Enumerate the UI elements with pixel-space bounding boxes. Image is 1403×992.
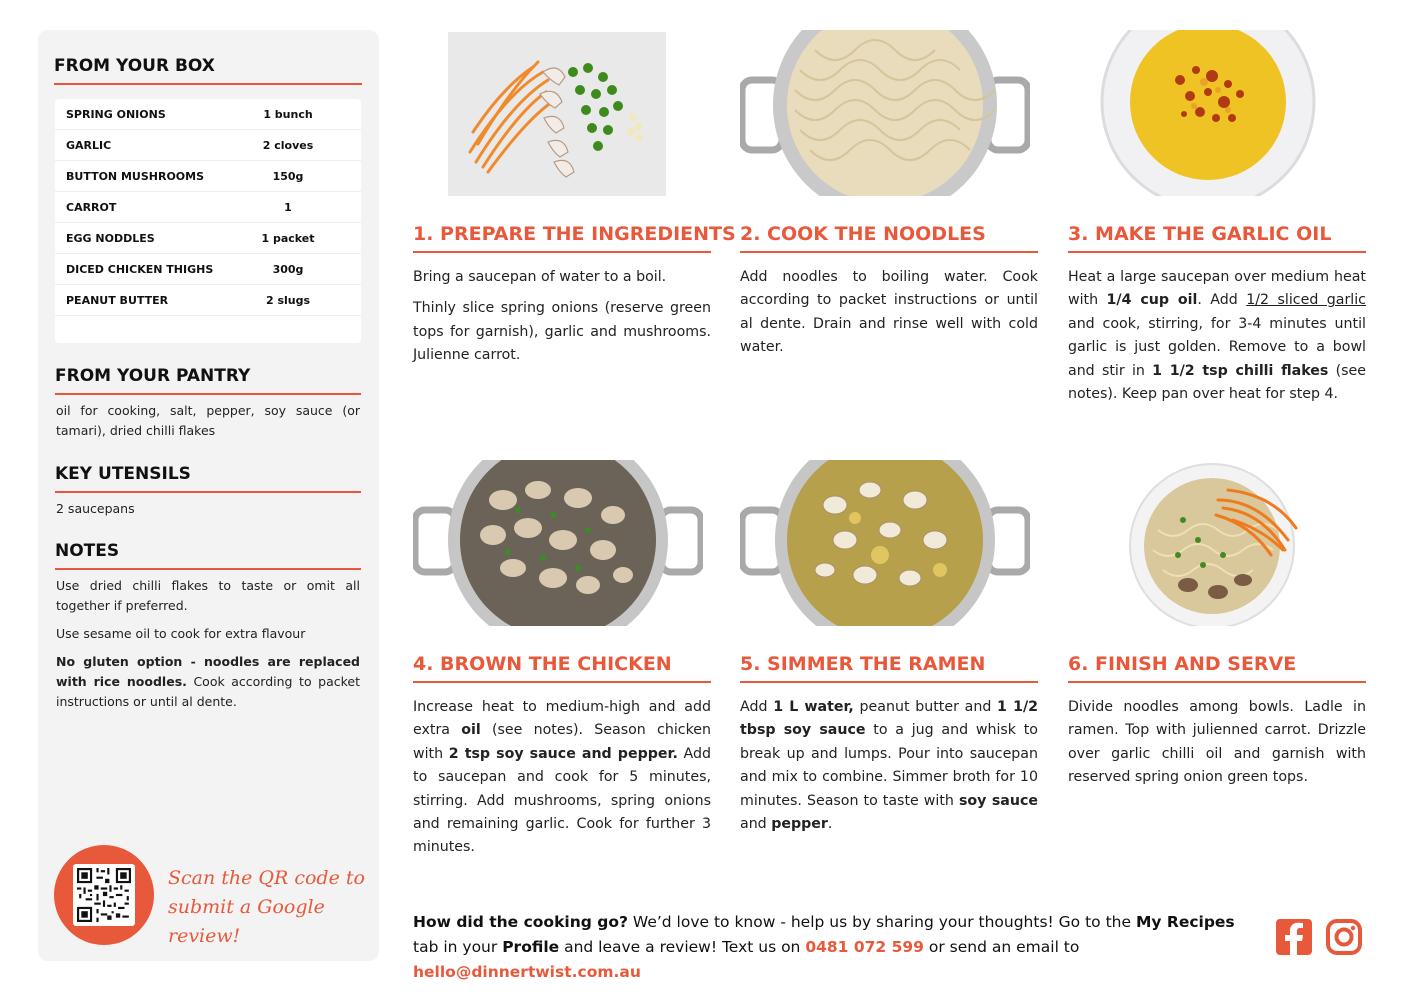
ingredient-name: SPRING ONIONS bbox=[66, 107, 166, 121]
table-row bbox=[55, 130, 361, 161]
ingredient-qty: 2 slugs bbox=[265, 293, 311, 307]
text: to a jug and whisk to break up and lumps. Pour into saucepan and mix to combine. Simmer broth for 10 minutes. Season to taste with bbox=[740, 722, 1038, 809]
qr-caption bbox=[168, 864, 368, 951]
bold-text: pepper bbox=[771, 816, 828, 833]
ingredient-qty: 1 bbox=[284, 200, 292, 214]
note-3-rest: Cook according to packet instructions or until al dente. bbox=[56, 674, 360, 709]
key-utensils-heading: KEY UTENSILS bbox=[55, 464, 361, 493]
photo-simmer-ramen bbox=[740, 460, 1030, 626]
text: Heat a large saucepan over medium heat with bbox=[1068, 269, 1366, 309]
footer-text: tab in your bbox=[413, 938, 503, 956]
bold-text: 1/4 cup oil bbox=[1106, 292, 1198, 309]
phone-link[interactable]: 0481 072 599 bbox=[805, 938, 924, 956]
bold-text: soy sauce bbox=[958, 792, 1039, 809]
step-1-para-1: Bring a saucepan of water to a boil. bbox=[413, 269, 667, 285]
ingredient-name: GARLIC bbox=[66, 138, 112, 152]
step-2-body bbox=[740, 266, 1038, 368]
step-2-para-1: Add noodles to boiling water. Cook according to packet instructions or until al dente. Drain and rinse well with cold water. bbox=[740, 269, 1038, 356]
qr-caption-line-1: Scan the QR code to bbox=[168, 867, 365, 889]
text: (see notes). Season chicken with bbox=[413, 722, 711, 762]
feedback-footer bbox=[413, 910, 1263, 985]
step-4-title: 4. BROWN THE CHICKEN bbox=[413, 653, 711, 683]
table-row bbox=[55, 285, 361, 316]
from-your-box-heading: FROM YOUR BOX bbox=[54, 56, 362, 85]
step-3-body bbox=[1068, 266, 1366, 414]
text: . bbox=[827, 816, 833, 833]
photo-cook-noodles bbox=[740, 30, 1030, 196]
step-1-body bbox=[413, 266, 711, 376]
pantry-text: oil for cooking, salt, pepper, soy sauce (or tamari), dried chilli flakes bbox=[56, 403, 360, 438]
bold-text: 1 1/2 tbsp soy sauce bbox=[740, 699, 1038, 739]
email-link[interactable]: hello@dinnertwist.com.au bbox=[413, 963, 641, 981]
text: Increase heat to medium-high and add extra bbox=[413, 699, 711, 739]
ingredients-table bbox=[55, 99, 361, 343]
step-3-para bbox=[1068, 266, 1366, 406]
notes-heading: NOTES bbox=[55, 541, 361, 570]
ingredient-name: EGG NODDLES bbox=[66, 231, 155, 245]
ramen-bowl-illustration bbox=[1128, 460, 1308, 626]
footer-text: and leave a review! Text us on bbox=[559, 938, 806, 956]
photo-garlic-oil bbox=[1100, 30, 1320, 196]
table-row bbox=[55, 99, 361, 130]
qr-badge[interactable] bbox=[54, 845, 154, 945]
qr-caption-line-2: submit a Google review! bbox=[168, 896, 325, 947]
bold-text: 1 L water, bbox=[773, 699, 854, 715]
instagram-icon[interactable] bbox=[1325, 918, 1363, 956]
step-4-para bbox=[413, 696, 711, 860]
ingredient-name: CARROT bbox=[66, 200, 117, 214]
ingredient-qty: 1 packet bbox=[261, 231, 315, 245]
text: and bbox=[740, 816, 772, 833]
step-4-body bbox=[413, 696, 711, 868]
step-5-para bbox=[740, 696, 1038, 836]
ingredient-name: DICED CHICKEN THIGHS bbox=[66, 262, 214, 276]
photo-prepare-ingredients bbox=[448, 32, 666, 196]
table-row bbox=[55, 223, 361, 254]
notes-text bbox=[56, 576, 360, 720]
photo-finish-serve bbox=[1128, 460, 1308, 626]
step-5-body bbox=[740, 696, 1038, 844]
step-1-title: 1. PREPARE THE INGREDIENTS bbox=[413, 223, 711, 253]
text: Add bbox=[740, 699, 774, 715]
facebook-icon[interactable] bbox=[1275, 918, 1313, 956]
qr-code-icon[interactable] bbox=[73, 864, 135, 926]
colander-illustration bbox=[740, 30, 1030, 196]
utensils-text: 2 saucepans bbox=[56, 501, 135, 516]
text: and cook, stirring, for 3-4 minutes until garlic is just golden. Remove to a bowl and stir in bbox=[1068, 315, 1366, 379]
step-5-title: 5. SIMMER THE RAMEN bbox=[740, 653, 1038, 683]
bold-text: 1 1/2 tsp chilli flakes bbox=[1152, 362, 1329, 379]
step-3-title: 3. MAKE THE GARLIC OIL bbox=[1068, 223, 1366, 253]
footer-text: We’d love to know - help us by sharing your thoughts! Go to the bbox=[627, 913, 1136, 931]
ingredient-qty: 2 cloves bbox=[262, 138, 314, 152]
ingredient-name: PEANUT BUTTER bbox=[66, 293, 169, 307]
ramen-pot-illustration bbox=[740, 460, 1030, 626]
note-3 bbox=[56, 652, 360, 712]
footer-bold: My Recipes bbox=[1135, 913, 1235, 931]
text: peanut butter and bbox=[853, 699, 998, 715]
step-6-title: 6. FINISH AND SERVE bbox=[1068, 653, 1366, 683]
table-row bbox=[55, 161, 361, 192]
chicken-pot-illustration bbox=[413, 460, 703, 626]
step-6-para-1: Divide noodles among bowls. Ladle in ramen. Top with julienned carrot. Drizzle over garlic chilli oil and garnish with reserved spring onion green tops. bbox=[1068, 699, 1366, 786]
underlined-text: 1/2 sliced garlic bbox=[1246, 292, 1366, 309]
footer-bold: How did the cooking go? bbox=[413, 913, 628, 931]
step-2-title: 2. COOK THE NOODLES bbox=[740, 223, 1038, 253]
table-row bbox=[55, 192, 361, 223]
ingredient-qty: 300g bbox=[272, 262, 304, 276]
ingredient-qty: 150g bbox=[272, 169, 304, 183]
text: (see notes). Keep pan over heat for step 4. bbox=[1068, 362, 1366, 403]
ingredient-qty: 1 bunch bbox=[263, 107, 313, 121]
photo-brown-chicken bbox=[413, 460, 703, 626]
footer-bold: Profile bbox=[502, 938, 560, 956]
step-1-para-2: Thinly slice spring onions (reserve green tops for garnish), garlic and mushrooms. Julienne carrot. bbox=[413, 300, 711, 364]
footer-text: or send an email to bbox=[923, 938, 1080, 956]
sidebar-panel bbox=[38, 30, 379, 961]
note-2: Use sesame oil to cook for extra flavour bbox=[56, 626, 306, 641]
bold-text: 2 tsp soy sauce and pepper. bbox=[448, 745, 678, 762]
from-your-pantry-heading: FROM YOUR PANTRY bbox=[55, 366, 361, 395]
table-row bbox=[55, 254, 361, 285]
bold-text: oil bbox=[461, 722, 481, 739]
note-1: Use dried chilli flakes to taste or omit all together if preferred. bbox=[56, 578, 360, 613]
note-3-bold: No gluten option - noodles are replaced with rice noodles. bbox=[56, 654, 360, 689]
ingredient-name: BUTTON MUSHROOMS bbox=[66, 169, 205, 183]
ingredients-illustration bbox=[448, 32, 666, 196]
text: Add to saucepan and cook for 5 minutes, stirring. Add mushrooms, spring onions and remaining garlic. Cook for further 3 minutes. bbox=[413, 745, 711, 856]
step-6-body bbox=[1068, 696, 1366, 798]
oil-bowl-illustration bbox=[1100, 30, 1320, 196]
text: . Add bbox=[1197, 292, 1247, 309]
